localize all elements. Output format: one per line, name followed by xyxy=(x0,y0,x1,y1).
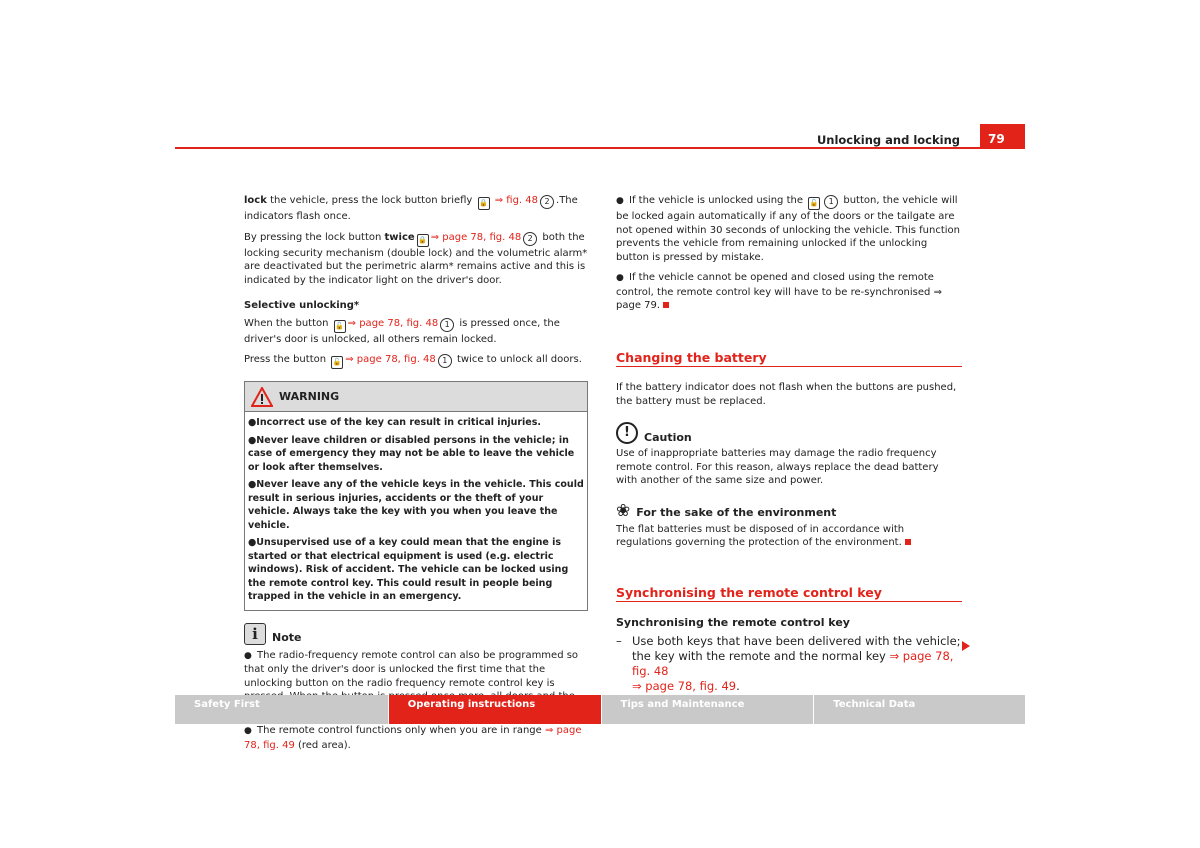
caution-text: Use of inappropriate batteries may damage the radio frequency remote control. For this reason, always replace the dead battery with another of the same size and power. xyxy=(616,448,939,486)
note-text: The remote control functions only when you are in range xyxy=(257,725,545,736)
page-link[interactable]: ⇒ page 78, fig. 48 xyxy=(632,648,954,678)
unlock-button-icon: 🔓 xyxy=(808,197,820,210)
text: the vehicle, press the lock button briefly xyxy=(266,195,476,206)
text: Press the button xyxy=(244,354,330,365)
battery-text: If the battery indicator does not flash when the buttons are pushed, the battery must be replaced. xyxy=(616,382,957,407)
footer-tab-tips-maintenance[interactable]: Tips and Maintenance xyxy=(602,695,814,724)
unlock-button-icon: 🔓 xyxy=(334,320,346,333)
warning-item: ●Incorrect use of the key can result in critical injuries. xyxy=(248,417,541,428)
note-text: The radio-frequency remote control can also be programmed so that only the driver's door is unlocked the first time that the unlocking button on the radio frequency remote control key is xyxy=(244,649,579,689)
note-heading xyxy=(244,623,590,645)
unlock-button-icon: 🔓 xyxy=(331,356,343,369)
warning-item: ●Never leave any of the vehicle keys in the vehicle. This could result in serious injuries, accidents or the theft of your vehicle. Always take the key with you when you leave the vehicle. xyxy=(248,479,584,531)
text: is pressed once, the driver's door is unlocked, all others remain locked. xyxy=(244,317,560,345)
lock-button-icon: 🔒 xyxy=(478,197,490,210)
note-item: ● The remote control functions only when you are in range ⇒ page 78, fig. 49 (red area). xyxy=(244,725,582,751)
lock-lead: lock xyxy=(244,195,267,206)
warning-triangle-icon xyxy=(251,387,273,407)
caution-exclamation-icon: ! xyxy=(616,422,638,444)
end-mark-icon xyxy=(663,302,669,308)
page-link[interactable]: ⇒ page 78, fig. 48 xyxy=(347,317,439,329)
footer-tab-safety-first[interactable]: Safety First xyxy=(175,695,388,724)
page-link[interactable]: ⇒ page 78, fig. 49 xyxy=(244,725,582,751)
note-item: ● The radio-frequency remote control can also be programmed so that only the driver's door is unlocked the first time that the unlocking button on the radio frequency remote control key is xyxy=(244,649,590,718)
footer-tab-operating-instructions[interactable]: Operating instructions xyxy=(389,695,601,724)
callout-number: 1 xyxy=(824,195,838,209)
header-rule xyxy=(175,147,1025,149)
note-text: (red area). xyxy=(294,739,351,751)
text: If the vehicle is unlocked using the xyxy=(629,195,807,206)
bullet-resync: ● If the vehicle cannot be opened and closed using the remote control, the remote control key will have to be re-synchronised ⇒ page 79. xyxy=(616,272,942,311)
text: button, the vehicle will be locked again automatically if any of the doors or the tailgate are not opened within 30 seconds of unlocking the vehicle. This function prevents the vehicle from remaining unlocked if the unlocking button is pressed by mistake. xyxy=(616,195,961,263)
callout-number: 2 xyxy=(540,195,554,209)
warning-text: Never leave children or disabled persons in the vehicle; in case of emergency they may not be able to leave the vehicle or look after themselves. xyxy=(248,434,575,473)
page-link[interactable]: ⇒ page 78, fig. 48 xyxy=(430,231,522,243)
text: Use both keys that have been delivered with the vehicle; the key with the remote and the normal key xyxy=(632,633,961,663)
warning-text: Incorrect use of the key can result in critical injuries. xyxy=(256,417,541,428)
step-dash: – xyxy=(616,633,622,648)
paragraph-double-lock xyxy=(244,231,590,288)
warning-header xyxy=(245,382,587,412)
warning-text: Never leave any of the vehicle keys in the vehicle. This could result in serious injuries, accidents or the theft of your vehicle. Always take the key with you when you leave the vehicle. xyxy=(248,479,584,531)
info-icon: i xyxy=(244,623,266,645)
page-link[interactable]: ⇒ page 78, fig. 49 xyxy=(632,678,737,693)
section-title-sync: Synchronising the remote control key xyxy=(616,586,962,603)
paragraph-selective-2 xyxy=(244,353,590,369)
footer-nav xyxy=(175,695,1025,724)
end-mark-icon xyxy=(905,539,911,545)
text: By pressing the lock button xyxy=(244,231,385,243)
paragraph-lock xyxy=(244,194,590,224)
note-label: Note xyxy=(272,631,302,644)
header-title: Unlocking and locking xyxy=(816,133,960,147)
callout-number: 1 xyxy=(438,354,452,368)
warning-title: WARNING xyxy=(279,389,340,403)
text: When the button xyxy=(244,317,332,329)
paragraph-selective-1 xyxy=(244,317,590,347)
warning-item: ●Never leave children or disabled persons in the vehicle; in case of emergency they may not be able to leave the vehicle or look after themselves. xyxy=(248,434,575,473)
section-title-battery: Changing the battery xyxy=(616,351,962,368)
environment-label: For the sake of the environment xyxy=(636,506,837,519)
left-column xyxy=(244,194,590,759)
environment-paragraph xyxy=(616,523,962,550)
environment-flower-icon: ❀ xyxy=(616,500,631,521)
sync-step xyxy=(616,634,962,694)
caution-label: Caution xyxy=(644,430,692,444)
continue-arrow-icon xyxy=(962,641,970,651)
footer-tab-technical-data[interactable]: Technical Data xyxy=(814,695,1025,724)
environment-heading xyxy=(616,502,962,520)
callout-number: 1 xyxy=(440,318,454,332)
right-column xyxy=(616,194,962,694)
warning-box xyxy=(244,381,588,611)
lock-button-icon: 🔒 xyxy=(417,234,429,247)
figure-link[interactable]: ⇒ fig. 48 xyxy=(494,195,539,206)
bullet-auto-relock: ● If the vehicle is unlocked using the 🔓 1 button, the vehicle will be locked again automatically if any of the doors or the tailgate are not opened within 30 seconds of unlocking the vehicle. This function prevents the vehicle from remaining unlocked if the unlocking button is pressed by mistake. xyxy=(616,195,961,263)
selective-unlocking-heading: Selective unlocking* xyxy=(244,300,360,311)
environment-text: The flat batteries must be disposed of in accordance with regulations governing the protection of the environment. xyxy=(616,523,905,548)
warning-text: Unsupervised use of a key could mean that the engine is started or that electrical equipment is used (e.g. electric windows). Risk of accident. The vehicle can be locked using the remote control key. This could result in people being trapped in the vehicle in an emergency. xyxy=(248,537,569,602)
callout-number: 2 xyxy=(523,232,537,246)
text: twice to unlock all doors. xyxy=(453,354,582,365)
page-number: 79 xyxy=(980,124,1025,147)
page-link[interactable]: ⇒ page 78, fig. 48 xyxy=(345,354,436,365)
bold-twice: twice xyxy=(384,231,415,243)
warning-item: ●Unsupervised use of a key could mean that the engine is started or that electrical equipment is used (e.g. electric windows). Risk of accident. The vehicle can be locked using the remote control key. This could result in people being trapped in the vehicle in an emergency. xyxy=(248,537,569,602)
text: .The indicators flash once. xyxy=(244,195,578,222)
caution-heading xyxy=(616,422,962,444)
text: . xyxy=(736,678,740,693)
step-text xyxy=(632,634,962,694)
warning-body xyxy=(245,412,587,610)
text: If the vehicle cannot be opened and closed using the remote control, the remote control key will have to be re-synchronised ⇒ page 79. xyxy=(616,272,942,311)
sync-subheading: Synchronising the remote control key xyxy=(616,616,850,629)
text: both the locking security mechanism (double lock) and the volumetric alarm* are deactivated but the perimetric alarm* remains active and this is indicated by the indicator light on the driver's door. xyxy=(244,231,588,286)
